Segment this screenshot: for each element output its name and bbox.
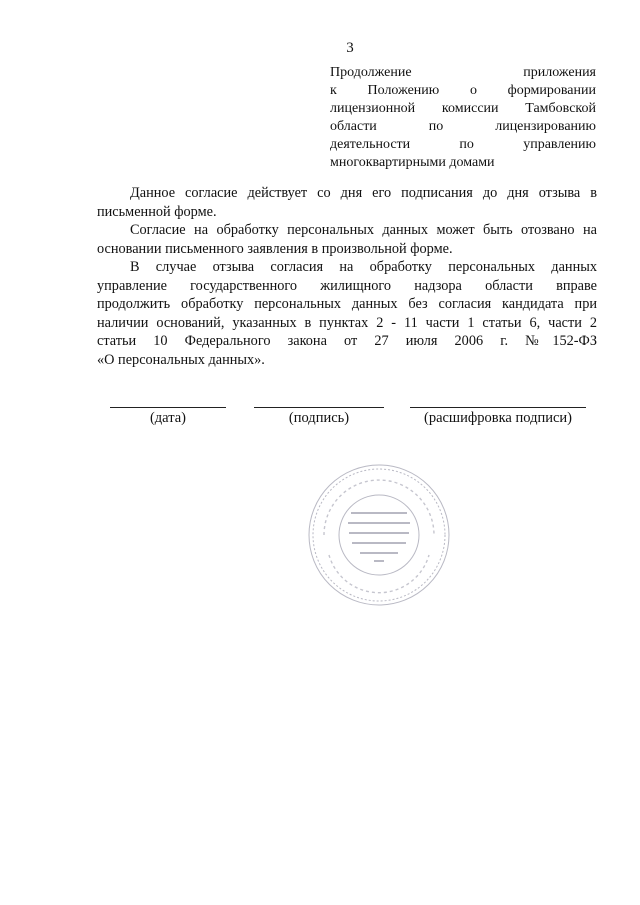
body-line: наличии оснований, указанных в пунктах 2 - 11 части 1 статьи 6, части 2 <box>97 314 597 331</box>
header-line: Продолжение приложения <box>330 65 596 80</box>
body-line: Согласие на обработку персональных данных может быть отозвано на <box>130 222 597 238</box>
page-number: 3 <box>346 40 354 56</box>
header-line: области по лицензированию <box>330 119 596 134</box>
paragraph-validity <box>97 184 597 221</box>
date-line <box>110 407 226 408</box>
body-line: «О персональных данных». <box>97 351 265 368</box>
appendix-header <box>330 64 596 172</box>
body-line: продолжить обработку персональных данных без согласия кандидата при <box>97 296 597 312</box>
body-line: управление государственного жилищного надзора области вправе <box>97 277 597 294</box>
decoding-label: (расшифровка подписи) <box>423 410 573 426</box>
body-line: письменной форме. <box>97 203 217 220</box>
header-line: многоквартирными домами <box>330 155 495 170</box>
decoding-line <box>410 407 586 408</box>
body-line: Данное согласие действует со дня его подписания до дня отзыва в <box>130 185 597 201</box>
signature-label: (подпись) <box>288 410 350 426</box>
consent-body <box>97 184 597 369</box>
header-line: к Положению о формировании <box>330 83 596 98</box>
body-line: статьи 10 Федерального закона от 27 июля 2006 г. №152-ФЗ <box>97 333 597 349</box>
body-line: В случае отзыва согласия на обработку персональных данных <box>130 259 597 275</box>
seal-stamp-icon <box>304 460 454 610</box>
date-label: (дата) <box>149 410 187 426</box>
paragraph-continuation <box>97 258 597 369</box>
paragraph-revocation <box>97 221 597 258</box>
signature-line <box>254 407 384 408</box>
body-line: основании письменного заявления в произвольной форме. <box>97 240 453 257</box>
header-line: деятельности по управлению <box>330 137 596 152</box>
header-line: лицензионной комиссии Тамбовской <box>330 101 596 116</box>
